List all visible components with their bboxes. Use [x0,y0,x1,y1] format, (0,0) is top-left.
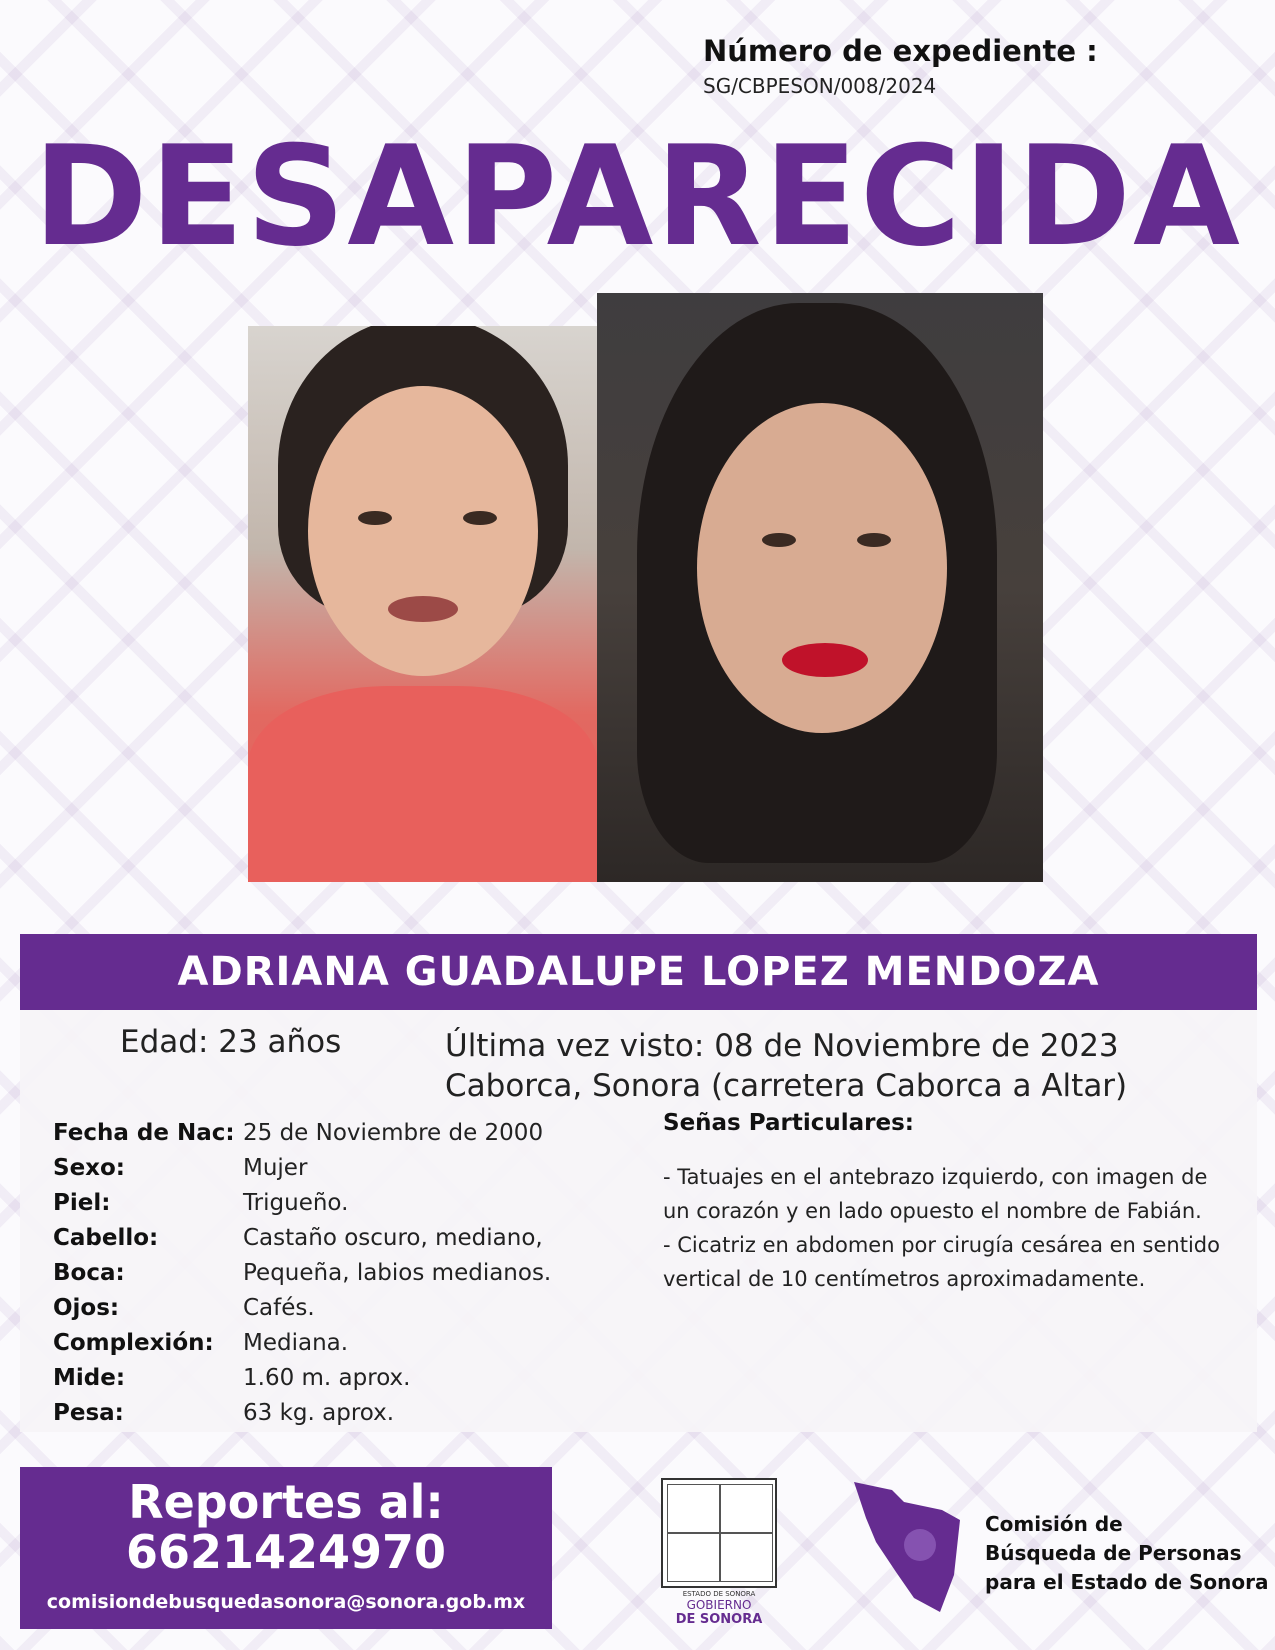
photo-lips [782,643,868,677]
photo-face [697,403,947,733]
details-list [53,1116,551,1431]
detail-label: Cabello: [53,1225,159,1251]
photo-lips [388,596,458,622]
page-title: DESAPARECIDA [33,116,1242,277]
detail-label: Boca: [53,1260,125,1286]
detail-label: Piel: [53,1190,111,1216]
detail-label: Fecha de Nac: [53,1120,235,1146]
detail-value: Castaño oscuro, mediano, [243,1225,543,1251]
detail-label: Sexo: [53,1155,125,1181]
person-name-bar: ADRIANA GUADALUPE LOPEZ MENDOZA [20,934,1257,1010]
case-number-label: Número de expediente : [703,34,1098,68]
detail-row [53,1116,551,1151]
detail-value: 25 de Noviembre de 2000 [243,1120,544,1146]
report-box [20,1467,552,1629]
state-seal [661,1478,777,1588]
seal-caption: ESTADO DE SONORA [682,1590,756,1598]
distinguishing-marks-title: Señas Particulares: [663,1110,914,1136]
detail-value: Pequeña, labios medianos. [243,1260,552,1286]
photo-eye [762,533,796,547]
seal-quadrant [667,1484,721,1534]
detail-value: Mediana. [243,1330,349,1356]
mark-item: - Cicatriz en abdomen por cirugía cesárea en sentido vertical de 10 centímetros aproximadamente. [663,1233,1220,1291]
photo-eye [857,533,891,547]
detail-row [53,1221,551,1256]
report-email[interactable]: comisiondebusquedasonora@sonora.gob.mx [46,1591,526,1613]
detail-row [53,1361,551,1396]
commission-line1: Comisión de [985,1512,1123,1536]
detail-value: Cafés. [243,1295,315,1321]
photo-right [597,293,1043,882]
detail-row [53,1396,551,1431]
seal-quadrant [719,1532,773,1582]
detail-row [53,1186,551,1221]
case-number: SG/CBPESON/008/2024 [703,74,937,98]
photo-face [308,386,538,676]
detail-label: Mide: [53,1365,126,1391]
commission-line2: Búsqueda de Personas [985,1541,1242,1565]
mark-item: - Tatuajes en el antebrazo izquierdo, con imagen de un corazón y en lado opuesto el nombre de Fabián. [663,1165,1208,1223]
report-phone[interactable]: 6621424970 [125,1525,447,1579]
last-seen-date: Última vez visto: 08 de Noviembre de 2023 [445,1028,1119,1064]
seal-quadrant [719,1484,773,1534]
detail-value: Mujer [243,1155,308,1181]
gov-line1: GOBIERNO [686,1598,752,1612]
detail-value: 63 kg. aprox. [243,1400,395,1426]
detail-row [53,1326,551,1361]
detail-label: Complexión: [53,1330,214,1356]
detail-row [53,1256,551,1291]
detail-label: Ojos: [53,1295,120,1321]
photo-eye [463,511,497,525]
government-logo [660,1478,778,1628]
detail-row [53,1151,551,1186]
commission-name [985,1510,1269,1597]
photo-left [248,326,598,882]
seal-quadrant [667,1532,721,1582]
detail-value: Trigueño. [243,1190,349,1216]
last-seen-place: Caborca, Sonora (carretera Caborca a Altar) [445,1068,1128,1104]
sonora-map-icon [852,1480,962,1615]
age: Edad: 23 años [120,1024,342,1060]
photo-shirt [248,686,598,882]
report-label: Reportes al: [128,1475,444,1529]
commission-line3: para el Estado de Sonora [985,1570,1269,1594]
detail-label: Pesa: [53,1400,124,1426]
gov-line2: DE SONORA [675,1612,763,1627]
photo-eye [358,511,392,525]
last-seen [445,1026,1127,1106]
detail-row [53,1291,551,1326]
detail-value: 1.60 m. aprox. [243,1365,411,1391]
distinguishing-marks [663,1160,1233,1296]
